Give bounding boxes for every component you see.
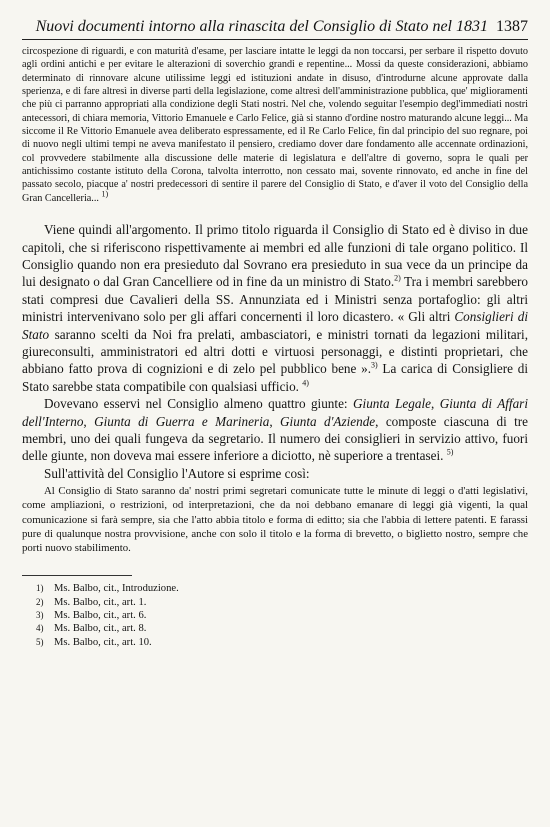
giunta-interno: Giunta di Affari dell'Interno: [22, 396, 528, 429]
separator: ,: [269, 413, 280, 429]
footnote-text: Ms. Balbo, cit., art. 1.: [54, 596, 147, 608]
footnote: [36, 609, 528, 622]
giunta-legale: Giunta Legale: [353, 396, 431, 412]
footnote-separator: [22, 575, 132, 576]
para1-text-d: La carica di Consigliere di Stato sarebbe stata compatibile con qualsiasi ufficio.: [22, 361, 529, 394]
footnote: [36, 622, 528, 635]
footnote-ref-3: 3): [371, 360, 378, 370]
footnote-number: 3): [36, 610, 44, 621]
giunta-aziende: Giunta d'Aziende: [280, 413, 376, 429]
footnote-text: Ms. Balbo, cit., Introduzione.: [54, 583, 179, 595]
running-header: [22, 18, 528, 40]
para1-text-b: Tra i membri sarebbero stati compresi due Cavalieri della SS. Annunziata ed i Ministri senza portafoglio: gli altri ministri intervenivano solo per gli affari concernenti il loro dicastero. « Gli altri: [22, 274, 528, 325]
para1-italic-consiglieri: Consiglieri di Stato: [22, 309, 528, 342]
footnote-text: Ms. Balbo, cit., art. 8.: [54, 623, 147, 635]
footnote-ref-2: 2): [394, 273, 401, 283]
footnote-number: 2): [36, 596, 44, 607]
footnote-ref-5: 5): [446, 448, 454, 458]
footnote-number: 5): [36, 636, 44, 647]
page-number: 1387: [496, 18, 528, 35]
quoted-preamble-text: circospezione di riguardi, e con maturità d'esame, per lasciare intatte le leggi da non toccarsi, per serbare il rispetto dovuto agli ordini antichi e per evitare le alterazioni di soverchio grandi e repentine... Mossi da queste considerazioni, abbiamo determinato di rinnovare alcune utilissime leggi ed istituzioni andate in disuso, d'introdurne alcune approvate dalla sperienza, e di fare altresì in diverse parti della legislazione, come altresì dell'amministrazione pubblica, que' miglioramenti che più ci parranno appropriati alla condizione degli Stati nostri. Nel che, volendo seguitar l'esempio degl'immediati nostri antecessori, di chiara memoria, Vittorio Emanuele e Carlo Felice, già si stanno d'ordine nostro maturando alcune leggi... Ma siccome il Re Vittorio Emanuele avea deliberato espressamente, ed il Re Carlo Felice, fin dal principio del suo regnare, poi di nuovo negli ultimi tempi ne aveva manifestato il pensiero, crediamo dover dare fondamento alle accennate ordinazioni, col provvedere stabilmente alla discussione delle materie di legislatura e dell'altre di governo, sopra le quali per antichissimo costante istituto della Corona, talvolta interrotto, non cessato mai, sovente rinnovato, ed anche in fine del passato secolo, piacque a' nostri predecessori di sentire il parere del Consiglio di Stato, e d'aver il voto del Consiglio della Gran Cancelleria...: [22, 46, 528, 204]
separator: ,: [430, 396, 440, 412]
para1-text-c: saranno scelti da Noi fra prelati, ambasciatori, e ministri tornati da legazioni militari, giureconsulti, amministratori ed altri dotti e virtuosi personaggi, e distinti proprietari, che abbiano fatto prova di cognizioni e di zelo pel pubblico bene ».: [22, 326, 528, 377]
footnote-text: Ms. Balbo, cit., art. 6.: [54, 610, 147, 622]
para1-text-a: Viene quindi all'argomento. Il primo titolo riguarda il Consiglio di Stato ed è diviso in due capitoli, che si riferiscono rispettivamente ai membri ed alle funzioni di tale organo politico. Il Consiglio quando non era presieduto dal Sovrano era presieduto in sua vece da un principe da lui designato o dal Gran Cancelliere od in fine da un ministro di Stato.: [22, 222, 528, 290]
footnote-ref-4: 4): [302, 378, 309, 388]
paragraph-giunte: [22, 395, 528, 465]
para2-text-b: , composte ciascuna di tre membri, uno dei quali fungeva da segretario. Il numero dei consiglieri in servizio attivo, fuori delle giunte, non doveva mai essere inferiore a diciotto, nè superiore a trentasei.: [22, 413, 529, 464]
footnote: [36, 596, 528, 609]
footnotes: [22, 582, 528, 649]
footnote-number: 1): [36, 583, 44, 594]
footnote: [36, 636, 528, 649]
separator: ,: [83, 413, 95, 429]
para2-text-a: Dovevano esservi nel Consiglio almeno quattro giunte:: [44, 396, 354, 412]
paragraph-attivita: Sull'attività del Consiglio l'Autore si esprime così:: [44, 465, 310, 481]
quoted-article: Al Consiglio di Stato saranno da' nostri primi segretari comunicate tutte le minute di leggi o d'atti legislativi, come ampliazioni, o restrizioni, od interpretazioni, che da noi debbano emanare di leggi già vigenti, la qual comunicazione si farà sempre, sia che l'atto abbia titolo e forma di editto; sia che l'abbia di lettere patenti. E farassi pure di qualunque nostra provvisione, anche con solo il titolo e la forma di brevetto, o biglietto nostro, sempre che porti nuovo stabilimento.: [22, 485, 528, 555]
paragraph-consiglio-members: [22, 221, 528, 395]
footnote-text: Ms. Balbo, cit., art. 10.: [54, 636, 152, 648]
footnote-ref-1: 1): [101, 189, 109, 199]
giunta-guerra: Giunta di Guerra e Marineria: [94, 413, 270, 429]
running-title: Nuovi documenti intorno alla rinascita del Consiglio di Stato nel 1831: [35, 18, 488, 35]
quoted-preamble: [22, 45, 528, 205]
footnote-number: 4): [36, 623, 44, 634]
footnote: [36, 582, 528, 595]
